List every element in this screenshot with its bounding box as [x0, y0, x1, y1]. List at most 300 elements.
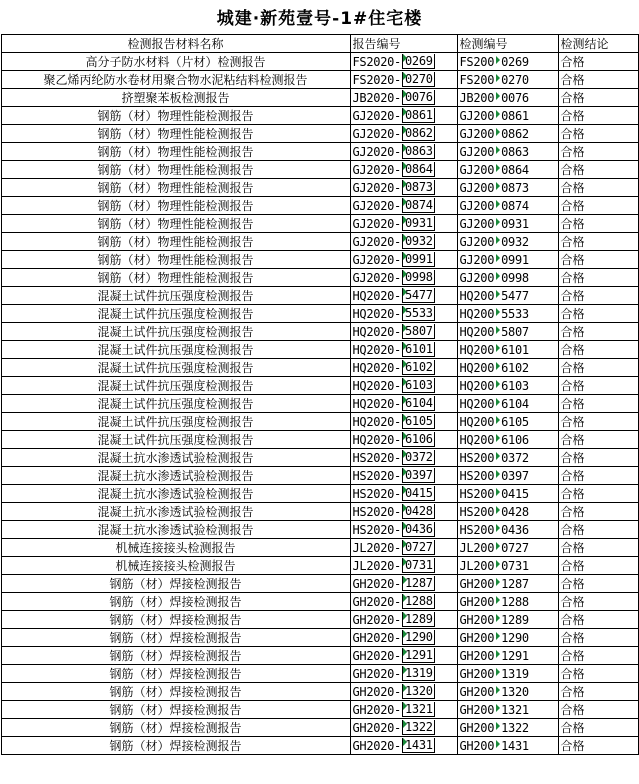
test-no-prefix: GH200: [459, 738, 495, 753]
cell-result: 合格: [558, 107, 638, 125]
test-no-prefix: GJ200: [459, 180, 495, 195]
report-no-serial: [402, 702, 435, 717]
cell-material-name: 机械连接接头检测报告: [1, 539, 350, 557]
table-row: [1, 161, 638, 179]
report-no-prefix: GH2020-: [352, 738, 401, 753]
test-no-serial: [497, 343, 529, 357]
cell-report-no: [350, 629, 457, 647]
test-no-prefix: HQ200: [459, 378, 495, 393]
green-flag-icon: [403, 126, 407, 134]
report-no-serial: [402, 342, 435, 357]
test-no-serial: [497, 199, 529, 213]
table-row: [1, 449, 638, 467]
table-row: [1, 143, 638, 161]
cell-material-name: 钢筋（材）焊接检测报告: [1, 719, 350, 737]
green-flag-icon: [496, 488, 500, 496]
cell-test-no: [457, 269, 558, 287]
cell-result: 合格: [558, 629, 638, 647]
green-flag-icon: [496, 236, 500, 244]
report-no-serial-text: 1431: [404, 738, 433, 752]
cell-material-name: 钢筋（材）物理性能检测报告: [1, 161, 350, 179]
test-no-serial: [497, 541, 529, 555]
cell-material-name: 钢筋（材）物理性能检测报告: [1, 125, 350, 143]
test-no-wrap: [460, 648, 556, 663]
cell-test-no: [457, 683, 558, 701]
test-no-serial: [497, 487, 529, 501]
report-no-serial-text: 0864: [404, 162, 433, 176]
cell-material-name: 混凝土抗水渗透试验检测报告: [1, 521, 350, 539]
report-no-serial-text: 0873: [404, 180, 433, 194]
cell-material-name: 混凝土试件抗压强度检测报告: [1, 413, 350, 431]
green-flag-icon: [403, 216, 407, 224]
cell-report-no: [350, 305, 457, 323]
test-no-prefix: FS200: [459, 72, 495, 87]
cell-test-no: [457, 431, 558, 449]
cell-result: 合格: [558, 161, 638, 179]
report-no-prefix: HS2020-: [352, 522, 401, 537]
report-no-serial-text: 0436: [404, 522, 433, 536]
cell-report-no: [350, 359, 457, 377]
cell-material-name: 混凝土抗水渗透试验检测报告: [1, 467, 350, 485]
test-no-serial-text: 1291: [501, 648, 529, 663]
cell-result: 合格: [558, 575, 638, 593]
report-no-prefix: HS2020-: [352, 504, 401, 519]
green-flag-icon: [496, 326, 500, 334]
report-no-serial: [402, 630, 435, 645]
test-no-serial-text: 6104: [501, 396, 529, 411]
cell-test-no: [457, 215, 558, 233]
cell-material-name: 机械连接接头检测报告: [1, 557, 350, 575]
test-no-prefix: HQ200: [459, 288, 495, 303]
report-no-serial-text: 6105: [404, 414, 433, 428]
cell-material-name: 混凝土试件抗压强度检测报告: [1, 287, 350, 305]
cell-test-no: [457, 449, 558, 467]
cell-material-name: 钢筋（材）焊接检测报告: [1, 665, 350, 683]
green-flag-icon: [403, 270, 407, 278]
report-no-prefix: GH2020-: [352, 720, 401, 735]
report-no-wrap: [353, 702, 455, 717]
test-no-serial-text: 1431: [501, 738, 529, 753]
cell-report-no: [350, 341, 457, 359]
report-no-wrap: [353, 666, 455, 681]
report-no-serial: [402, 180, 435, 195]
report-no-serial: [402, 468, 435, 483]
report-no-prefix: GH2020-: [352, 666, 401, 681]
cell-material-name: 钢筋（材）焊接检测报告: [1, 629, 350, 647]
page-title: 城建·新苑壹号-1#住宅楼: [216, 9, 423, 29]
report-no-prefix: HS2020-: [352, 450, 401, 465]
test-no-prefix: GH200: [459, 702, 495, 717]
test-no-serial-text: 0397: [501, 468, 529, 483]
cell-result: 合格: [558, 179, 638, 197]
cell-report-no: [350, 323, 457, 341]
green-flag-icon: [403, 414, 407, 422]
report-no-serial: [402, 90, 435, 105]
green-flag-icon: [496, 416, 500, 424]
report-no-serial: [402, 216, 435, 231]
green-flag-icon: [403, 594, 407, 602]
cell-result: 合格: [558, 53, 638, 71]
green-flag-icon: [403, 702, 407, 710]
report-no-wrap: [353, 270, 455, 285]
cell-result: 合格: [558, 683, 638, 701]
report-no-wrap: [353, 594, 455, 609]
green-flag-icon: [496, 164, 500, 172]
report-no-wrap: [353, 576, 455, 591]
cell-result: 合格: [558, 665, 638, 683]
test-no-serial-text: 5807: [501, 324, 529, 339]
green-flag-icon: [403, 630, 407, 638]
test-no-serial-text: 5533: [501, 306, 529, 321]
test-no-wrap: [460, 558, 556, 573]
report-no-serial-text: 0932: [404, 234, 433, 248]
test-no-prefix: HS200: [459, 522, 495, 537]
test-no-wrap: [460, 72, 556, 87]
report-no-serial-text: 0415: [404, 486, 433, 500]
report-no-serial: [402, 396, 435, 411]
green-flag-icon: [496, 182, 500, 190]
report-no-wrap: [353, 324, 455, 339]
cell-result: 合格: [558, 125, 638, 143]
table-row: [1, 89, 638, 107]
cell-report-no: [350, 485, 457, 503]
cell-report-no: [350, 413, 457, 431]
cell-result: 合格: [558, 233, 638, 251]
green-flag-icon: [496, 272, 500, 280]
report-no-prefix: HQ2020-: [352, 432, 401, 447]
test-no-prefix: GH200: [459, 630, 495, 645]
test-no-prefix: JB200: [459, 90, 495, 105]
report-no-wrap: [353, 396, 455, 411]
report-no-serial-text: 0998: [404, 270, 433, 284]
cell-report-no: [350, 395, 457, 413]
cell-report-no: [350, 467, 457, 485]
report-no-wrap: [353, 432, 455, 447]
cell-test-no: [457, 557, 558, 575]
cell-report-no: [350, 107, 457, 125]
cell-test-no: [457, 539, 558, 557]
report-no-serial: [402, 432, 435, 447]
test-no-serial-text: 1321: [501, 702, 529, 717]
test-no-prefix: HS200: [459, 486, 495, 501]
report-no-serial-text: 5807: [404, 324, 433, 338]
report-no-wrap: [353, 126, 455, 141]
test-no-serial-text: 1288: [501, 594, 529, 609]
report-no-prefix: GJ2020-: [352, 180, 401, 195]
green-flag-icon: [496, 650, 500, 658]
report-no-serial: [402, 54, 435, 69]
cell-result: 合格: [558, 557, 638, 575]
cell-report-no: [350, 53, 457, 71]
cell-result: 合格: [558, 611, 638, 629]
test-no-wrap: [460, 450, 556, 465]
report-no-prefix: GJ2020-: [352, 252, 401, 267]
test-no-wrap: [460, 234, 556, 249]
test-no-prefix: GJ200: [459, 252, 495, 267]
test-no-wrap: [460, 180, 556, 195]
cell-material-name: 混凝土试件抗压强度检测报告: [1, 359, 350, 377]
report-no-prefix: JL2020-: [352, 540, 401, 555]
table-row: [1, 71, 638, 89]
report-no-prefix: HQ2020-: [352, 378, 401, 393]
test-no-prefix: HQ200: [459, 360, 495, 375]
test-no-serial-text: 1289: [501, 612, 529, 627]
cell-test-no: [457, 737, 558, 755]
green-flag-icon: [496, 614, 500, 622]
cell-material-name: 钢筋（材）物理性能检测报告: [1, 197, 350, 215]
test-no-serial-text: 0874: [501, 198, 529, 213]
test-no-serial-text: 0269: [501, 54, 529, 69]
green-flag-icon: [403, 396, 407, 404]
cell-material-name: 钢筋（材）焊接检测报告: [1, 575, 350, 593]
report-no-wrap: [353, 108, 455, 123]
test-no-prefix: GJ200: [459, 270, 495, 285]
report-no-serial: [402, 648, 435, 663]
cell-report-no: [350, 611, 457, 629]
cell-result: 合格: [558, 89, 638, 107]
green-flag-icon: [496, 56, 500, 64]
table-row: [1, 611, 638, 629]
report-no-prefix: FS2020-: [352, 54, 401, 69]
cell-report-no: [350, 593, 457, 611]
test-no-wrap: [460, 468, 556, 483]
report-no-serial-text: 1289: [404, 612, 433, 626]
table-row: [1, 629, 638, 647]
report-no-wrap: [353, 144, 455, 159]
green-flag-icon: [496, 578, 500, 586]
test-no-prefix: GH200: [459, 720, 495, 735]
cell-report-no: [350, 125, 457, 143]
cell-test-no: [457, 161, 558, 179]
report-no-prefix: JL2020-: [352, 558, 401, 573]
green-flag-icon: [403, 720, 407, 728]
test-no-wrap: [460, 252, 556, 267]
report-no-wrap: [353, 414, 455, 429]
cell-test-no: [457, 593, 558, 611]
table-header: [1, 35, 638, 53]
table-row: [1, 737, 638, 755]
test-no-serial: [497, 559, 529, 573]
test-no-serial-text: 0428: [501, 504, 529, 519]
green-flag-icon: [496, 146, 500, 154]
test-no-wrap: [460, 720, 556, 735]
test-no-serial-text: 0998: [501, 270, 529, 285]
green-flag-icon: [496, 434, 500, 442]
test-no-serial: [497, 523, 529, 537]
cell-report-no: [350, 521, 457, 539]
green-flag-icon: [403, 324, 407, 332]
test-no-wrap: [460, 612, 556, 627]
report-no-serial-text: 0991: [404, 252, 433, 266]
test-no-wrap: [460, 306, 556, 321]
cell-material-name: 钢筋（材）焊接检测报告: [1, 593, 350, 611]
cell-report-no: [350, 503, 457, 521]
report-no-prefix: GJ2020-: [352, 216, 401, 231]
green-flag-icon: [403, 180, 407, 188]
test-no-serial: [497, 361, 529, 375]
report-no-prefix: GJ2020-: [352, 198, 401, 213]
report-no-serial: [402, 720, 435, 735]
green-flag-icon: [496, 92, 500, 100]
report-no-serial-text: 1291: [404, 648, 433, 662]
test-no-wrap: [460, 288, 556, 303]
test-no-prefix: GJ200: [459, 162, 495, 177]
report-no-serial-text: 0270: [404, 72, 433, 86]
report-no-serial-text: 5533: [404, 306, 433, 320]
cell-report-no: [350, 161, 457, 179]
green-flag-icon: [403, 342, 407, 350]
cell-result: 合格: [558, 647, 638, 665]
report-no-prefix: FS2020-: [352, 72, 401, 87]
table-row: [1, 431, 638, 449]
green-flag-icon: [496, 740, 500, 748]
test-no-wrap: [460, 396, 556, 411]
cell-result: 合格: [558, 287, 638, 305]
cell-result: 合格: [558, 215, 638, 233]
column-header-material-name: 检测报告材料名称: [1, 35, 350, 53]
test-no-prefix: GJ200: [459, 216, 495, 231]
report-no-serial: [402, 378, 435, 393]
test-no-wrap: [460, 684, 556, 699]
green-flag-icon: [403, 144, 407, 152]
cell-result: 合格: [558, 431, 638, 449]
report-no-wrap: [353, 360, 455, 375]
cell-material-name: 钢筋（材）物理性能检测报告: [1, 233, 350, 251]
column-header-result: 检测结论: [558, 35, 638, 53]
test-no-prefix: GH200: [459, 648, 495, 663]
test-no-wrap: [460, 414, 556, 429]
test-no-prefix: FS200: [459, 54, 495, 69]
table-row: [1, 359, 638, 377]
green-flag-icon: [496, 308, 500, 316]
green-flag-icon: [403, 522, 407, 530]
cell-result: 合格: [558, 305, 638, 323]
test-no-serial-text: 0864: [501, 162, 529, 177]
report-no-prefix: HQ2020-: [352, 360, 401, 375]
report-no-serial: [402, 414, 435, 429]
test-report-table: [1, 34, 639, 755]
cell-result: 合格: [558, 485, 638, 503]
report-no-serial: [402, 162, 435, 177]
test-no-serial: [497, 685, 529, 699]
cell-result: 合格: [558, 71, 638, 89]
test-no-serial: [497, 145, 529, 159]
green-flag-icon: [496, 560, 500, 568]
table-row: [1, 719, 638, 737]
report-no-wrap: [353, 468, 455, 483]
report-no-serial: [402, 252, 435, 267]
report-no-serial-text: 6103: [404, 378, 433, 392]
test-no-serial-text: 6106: [501, 432, 529, 447]
report-no-prefix: GH2020-: [352, 684, 401, 699]
test-no-prefix: GH200: [459, 612, 495, 627]
test-no-serial-text: 0415: [501, 486, 529, 501]
report-no-serial: [402, 108, 435, 123]
report-no-prefix: GH2020-: [352, 612, 401, 627]
table-row: [1, 179, 638, 197]
cell-report-no: [350, 71, 457, 89]
test-no-serial-text: 0731: [501, 558, 529, 573]
green-flag-icon: [496, 668, 500, 676]
report-no-prefix: HS2020-: [352, 486, 401, 501]
report-no-serial: [402, 450, 435, 465]
test-no-prefix: JL200: [459, 558, 495, 573]
test-no-serial-text: 0862: [501, 126, 529, 141]
report-no-prefix: JB2020-: [352, 90, 401, 105]
report-no-serial: [402, 234, 435, 249]
report-no-serial-text: 0076: [404, 90, 433, 104]
table-row: [1, 215, 638, 233]
cell-test-no: [457, 413, 558, 431]
cell-report-no: [350, 575, 457, 593]
report-no-prefix: GJ2020-: [352, 108, 401, 123]
report-no-wrap: [353, 72, 455, 87]
test-no-serial: [497, 379, 529, 393]
table-row: [1, 251, 638, 269]
test-no-wrap: [460, 666, 556, 681]
test-no-prefix: GJ200: [459, 126, 495, 141]
green-flag-icon: [403, 54, 407, 62]
cell-material-name: 钢筋（材）焊接检测报告: [1, 647, 350, 665]
report-no-serial-text: 1290: [404, 630, 433, 644]
report-no-wrap: [353, 198, 455, 213]
report-no-wrap: [353, 180, 455, 195]
cell-material-name: 混凝土抗水渗透试验检测报告: [1, 503, 350, 521]
table-row: [1, 539, 638, 557]
test-no-serial-text: 0863: [501, 144, 529, 159]
green-flag-icon: [496, 362, 500, 370]
test-no-serial: [497, 415, 529, 429]
cell-result: 合格: [558, 737, 638, 755]
green-flag-icon: [496, 128, 500, 136]
test-no-serial: [497, 505, 529, 519]
green-flag-icon: [403, 360, 407, 368]
test-no-serial: [497, 721, 529, 735]
green-flag-icon: [496, 542, 500, 550]
test-no-serial-text: 0991: [501, 252, 529, 267]
table-row: [1, 197, 638, 215]
green-flag-icon: [403, 288, 407, 296]
report-no-serial: [402, 666, 435, 681]
test-no-wrap: [460, 594, 556, 609]
green-flag-icon: [403, 504, 407, 512]
cell-material-name: 钢筋（材）焊接检测报告: [1, 737, 350, 755]
report-no-serial-text: 6102: [404, 360, 433, 374]
test-no-serial: [497, 469, 529, 483]
test-no-wrap: [460, 432, 556, 447]
report-no-serial: [402, 738, 435, 753]
test-no-wrap: [460, 522, 556, 537]
test-no-prefix: GH200: [459, 684, 495, 699]
report-no-wrap: [353, 738, 455, 753]
table-row: [1, 323, 638, 341]
report-no-serial-text: 1287: [404, 576, 433, 590]
report-no-prefix: HQ2020-: [352, 306, 401, 321]
table-row: [1, 413, 638, 431]
table-row: [1, 683, 638, 701]
test-no-serial-text: 0873: [501, 180, 529, 195]
test-no-serial: [497, 451, 529, 465]
table-row: [1, 287, 638, 305]
test-no-serial-text: 0931: [501, 216, 529, 231]
green-flag-icon: [496, 254, 500, 262]
test-no-serial-text: 1287: [501, 576, 529, 591]
test-no-serial: [497, 163, 529, 177]
report-no-serial: [402, 540, 435, 555]
green-flag-icon: [403, 468, 407, 476]
cell-material-name: 混凝土试件抗压强度检测报告: [1, 341, 350, 359]
cell-report-no: [350, 179, 457, 197]
